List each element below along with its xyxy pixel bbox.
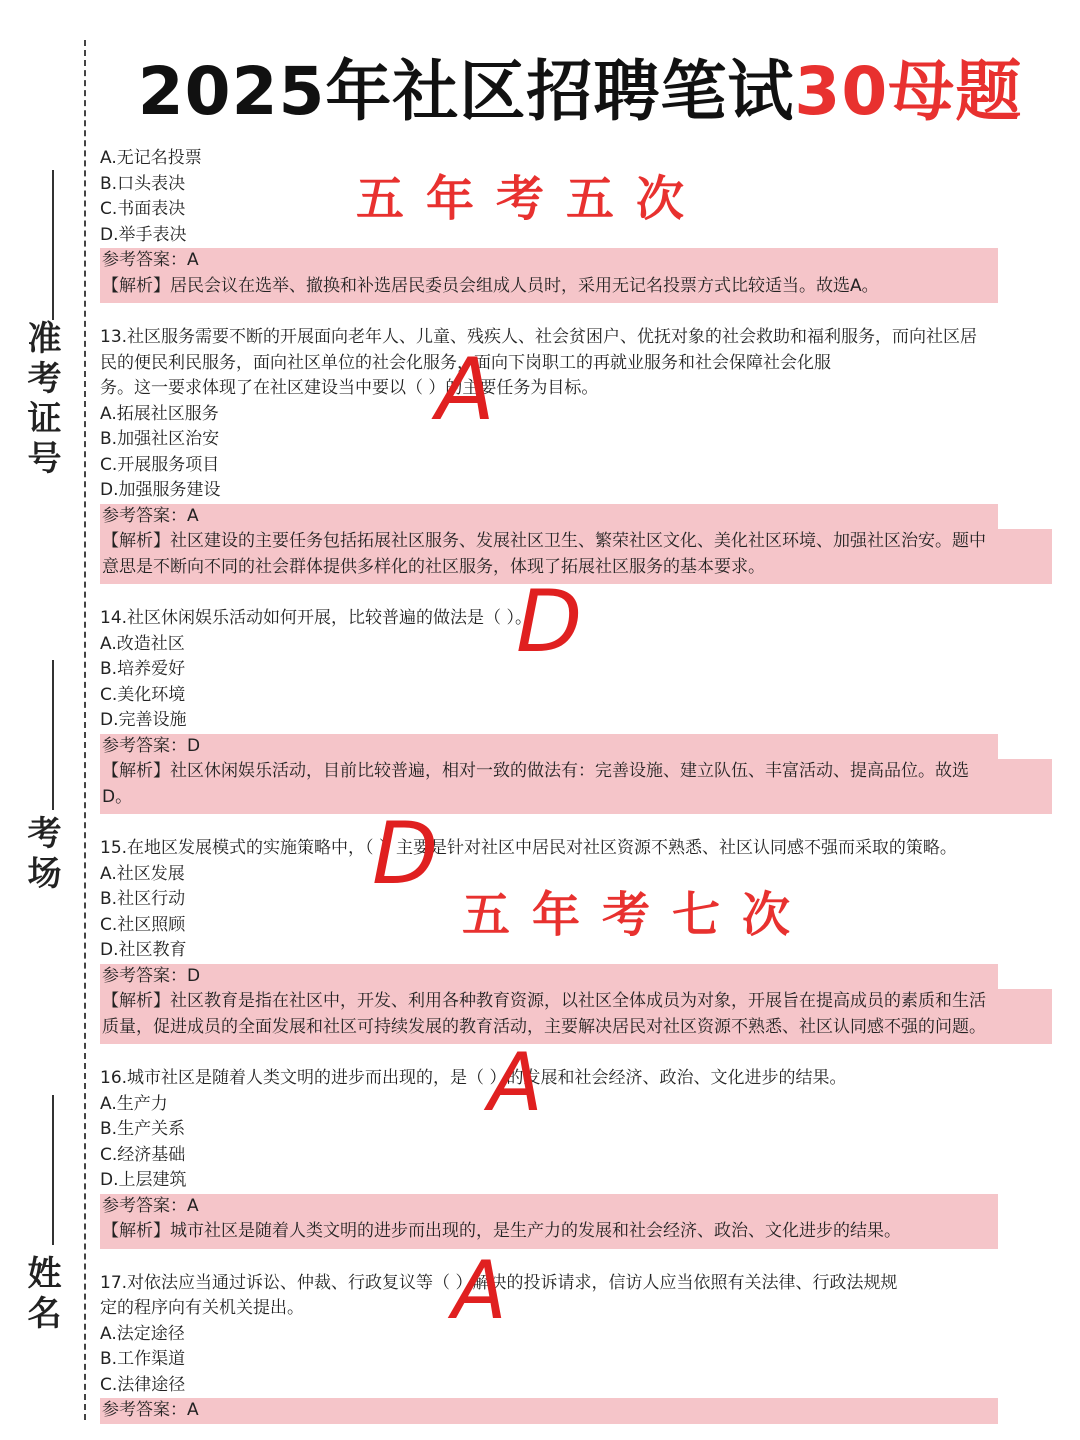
question-text: 13.社区服务需要不断的开展面向老年人、儿童、残疾人、社会贫困户、优抚对象的社会救助和福利服务，而向社区居 bbox=[100, 327, 978, 347]
analysis bbox=[100, 989, 1052, 1044]
reference-answer: 参考答案：A bbox=[100, 1398, 998, 1424]
question-text: 民的便民利民服务，面向社区单位的社会化服务，面向下岗职工的再就业服务和社会保障社会化服 bbox=[100, 352, 831, 373]
question-16 bbox=[100, 1066, 1052, 1249]
option: B.口头表决 bbox=[100, 173, 186, 194]
option: A.改造社区 bbox=[100, 633, 185, 654]
name-underline bbox=[52, 1095, 54, 1245]
option: A.生产力 bbox=[100, 1093, 168, 1114]
handwritten-answer-mark: A bbox=[436, 340, 495, 440]
frequency-stamp: 五年考五次 bbox=[356, 171, 707, 227]
exam-id-underline bbox=[52, 170, 54, 320]
binding-dashed-line bbox=[84, 40, 86, 1420]
reference-answer: 参考答案：A bbox=[100, 1194, 998, 1220]
analysis: 【解析】居民会议在选举、撤换和补选居民委员会组成人员时，采用无记名投票方式比较适当。故选A。 bbox=[100, 274, 998, 304]
analysis-line: 【解析】社区建设的主要任务包括拓展社区服务、发展社区卫生、繁荣社区文化、美化社区环境、加强社区治安。题中 bbox=[102, 531, 986, 551]
option: A.社区发展 bbox=[100, 863, 185, 884]
option: B.加强社区治安 bbox=[100, 429, 220, 449]
question-text: 14.社区休闲娱乐活动如何开展，比较普遍的做法是（ ）。 bbox=[100, 608, 532, 628]
handwritten-answer-mark: D bbox=[516, 572, 583, 672]
reference-answer: 参考答案：D bbox=[100, 734, 998, 760]
handwritten-answer-mark: A bbox=[488, 1036, 543, 1129]
option: C.美化环境 bbox=[100, 684, 186, 705]
handwritten-answer-mark: D bbox=[372, 804, 439, 904]
option: A.法定途径 bbox=[100, 1323, 185, 1344]
option: B.生产关系 bbox=[100, 1119, 186, 1139]
option: C.开展服务项目 bbox=[100, 454, 220, 475]
option: B.工作渠道 bbox=[100, 1349, 186, 1369]
analysis-line: 【解析】社区教育是指在社区中，开发、利用各种教育资源，以社区全体成员为对象，开展旨在提高成员的素质和生活 bbox=[102, 991, 986, 1011]
option: C.经济基础 bbox=[100, 1144, 186, 1165]
analysis-line: 意思是不断向不同的社会群体提供多样化的社区服务，体现了拓展社区服务的基本要求。 bbox=[102, 556, 765, 577]
analysis-line: D。 bbox=[102, 786, 133, 807]
title-main: 2025年社区招聘笔试 bbox=[137, 53, 795, 130]
question-text: 17.对依法应当通过诉讼、仲裁、行政复议等（ ）解决的投诉请求，信访人应当依照有关法律、行政法规规 bbox=[100, 1272, 898, 1293]
analysis: 【解析】城市社区是随着人类文明的进步而出现的，是生产力的发展和社会经济、政治、文化进步的结果。 bbox=[100, 1219, 998, 1249]
option: D.上层建筑 bbox=[100, 1170, 187, 1190]
question-text: 15.在地区发展模式的实施策略中，（ ）主要是针对社区中居民对社区资源不熟悉、社区认同感不强而采取的策略。 bbox=[100, 838, 957, 858]
option: C.社区照顾 bbox=[100, 914, 186, 935]
exam-room-underline bbox=[52, 660, 54, 810]
question-sheet bbox=[100, 146, 1052, 1424]
option: C.书面表决 bbox=[100, 199, 186, 219]
exam-room-label: 考场 bbox=[21, 815, 61, 895]
option: B.社区行动 bbox=[100, 889, 186, 909]
title-accent: 30母题 bbox=[794, 53, 1023, 130]
question-13 bbox=[100, 325, 1052, 584]
option: D.社区教育 bbox=[100, 940, 187, 960]
reference-answer: 参考答案：D bbox=[100, 964, 998, 990]
option: C.法律途径 bbox=[100, 1374, 186, 1395]
analysis-line: 质量，促进成员的全面发展和社区可持续发展的教育活动，主要解决居民对社区资源不熟悉、社区认同感不强的问题。 bbox=[102, 1016, 986, 1037]
analysis-line: 【解析】社区休闲娱乐活动，目前比较普遍，相对一致的做法有：完善设施、建立队伍、丰富活动、提高品位。故选 bbox=[102, 761, 969, 781]
option: B.培养爱好 bbox=[100, 659, 186, 679]
question-text: 16.城市社区是随着人类文明的进步而出现的，是（ ）的发展和社会经济、政治、文化进步的结果。 bbox=[100, 1068, 847, 1088]
option: A.拓展社区服务 bbox=[100, 403, 219, 424]
option: D.举手表决 bbox=[100, 224, 187, 245]
reference-answer: 参考答案：A bbox=[100, 504, 998, 530]
question-17 bbox=[100, 1271, 1052, 1424]
question-text: 务。这一要求体现了在社区建设当中要以（ ）的主要任务为目标。 bbox=[100, 378, 599, 398]
handwritten-answer-mark: A bbox=[452, 1244, 507, 1337]
exam-id-label: 准考证号 bbox=[21, 320, 61, 480]
option: A.无记名投票 bbox=[100, 148, 202, 168]
question-text: 定的程序向有关机关提出。 bbox=[100, 1298, 304, 1318]
option: D.加强服务建设 bbox=[100, 480, 221, 500]
option: D.完善设施 bbox=[100, 710, 187, 730]
page-title bbox=[100, 38, 1060, 133]
analysis bbox=[100, 759, 1052, 814]
name-label: 姓名 bbox=[21, 1255, 61, 1335]
frequency-stamp: 五年考七次 bbox=[462, 887, 813, 943]
reference-answer: 参考答案：A bbox=[100, 248, 998, 274]
